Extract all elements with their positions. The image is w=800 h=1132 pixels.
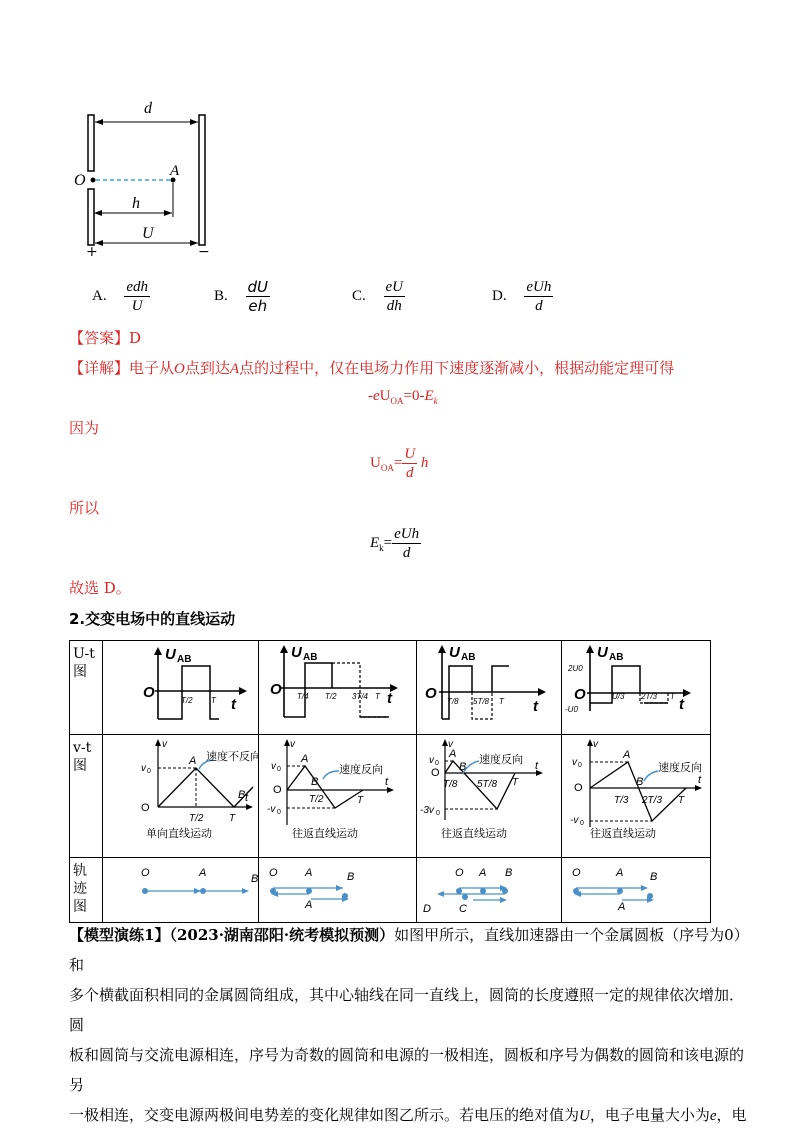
svg-text:A: A	[623, 749, 631, 761]
svg-text:t: t	[385, 776, 389, 788]
svg-text:B: B	[505, 867, 513, 879]
ut-graph-2	[259, 641, 416, 730]
svg-text:T: T	[678, 795, 685, 806]
svg-text:B: B	[238, 789, 246, 801]
svg-text:B: B	[636, 776, 644, 788]
svg-text:O: O	[270, 681, 282, 698]
svg-text:0: 0	[277, 809, 281, 816]
svg-text:A: A	[449, 748, 457, 760]
ut-cell-4	[562, 641, 711, 735]
svg-text:D: D	[423, 903, 431, 915]
svg-text:T/8: T/8	[443, 779, 458, 790]
svg-text:-v: -v	[267, 804, 276, 815]
svg-text:T: T	[229, 813, 236, 824]
svg-text:T: T	[375, 692, 380, 701]
svg-text:T/2: T/2	[325, 692, 337, 701]
svg-text:t: t	[245, 792, 249, 804]
svg-text:0: 0	[277, 766, 281, 773]
traj-cell-3	[417, 858, 562, 923]
svg-text:0: 0	[435, 760, 439, 767]
label-U: U	[142, 225, 154, 242]
svg-text:0: 0	[147, 768, 151, 775]
svg-text:速度反向: 速度反向	[658, 762, 702, 774]
traj-cell-2	[259, 858, 417, 923]
svg-text:T/3: T/3	[614, 795, 629, 806]
svg-text:t: t	[698, 774, 702, 786]
svg-text:t: t	[679, 696, 684, 713]
svg-text:v: v	[162, 739, 167, 750]
label-plus: +	[86, 244, 98, 260]
option-a[interactable]: A. $\frac{\text{edh}}{U}$	[92, 279, 149, 314]
svg-text:T: T	[512, 777, 519, 788]
svg-text:v: v	[593, 739, 598, 750]
ut-cell-1	[103, 641, 259, 735]
label-minus: −	[198, 244, 210, 260]
svg-text:2T/3: 2T/3	[642, 795, 663, 806]
label-A: A	[170, 163, 180, 179]
traj-cell-1	[103, 858, 259, 923]
vt-cell-4	[562, 735, 711, 858]
svg-text:O: O	[273, 784, 282, 796]
svg-text:O: O	[574, 782, 583, 794]
svg-text:AB: AB	[177, 654, 192, 665]
section-title: 2.交变电场中的直线运动	[69, 610, 236, 628]
svg-text:A: A	[301, 753, 309, 765]
svg-text:T/8: T/8	[447, 697, 459, 706]
equation-3: $E_k=$ $\frac{\text{eUh}}{d}$	[370, 526, 420, 561]
svg-text:B: B	[347, 871, 355, 883]
row-label-ut: U-t 图	[70, 641, 103, 735]
option-b[interactable]: B. $\frac{dU}{eh}$	[214, 278, 269, 315]
conclusion-text: 故选 D。	[69, 579, 131, 597]
traj-graph-3	[417, 858, 561, 918]
svg-text:T/2: T/2	[309, 794, 324, 805]
vt-cell-1	[103, 735, 259, 858]
equation-2: $U_{OA}=$ $\frac{U}{d}$ h	[370, 446, 429, 481]
ut-extra-2u0: 2U0	[568, 664, 583, 673]
traj-graph-1	[103, 858, 258, 918]
vt-graph-3	[417, 735, 561, 853]
svg-text:0: 0	[436, 810, 440, 817]
svg-text:T: T	[670, 692, 675, 701]
svg-text:T/2: T/2	[181, 696, 193, 705]
svg-text:t: t	[533, 698, 538, 715]
svg-text:0: 0	[578, 762, 582, 769]
ut-graph-4	[562, 641, 710, 730]
equation-1: $-eU_{OA}=0-E_k$	[368, 388, 438, 406]
option-c[interactable]: C. $\frac{eU}{dh}$	[352, 279, 404, 314]
svg-text:T: T	[211, 696, 216, 705]
ut-graph-3	[417, 641, 561, 730]
svg-text:5T/8: 5T/8	[473, 697, 490, 706]
svg-text:O: O	[425, 685, 437, 702]
svg-text:O: O	[143, 684, 155, 701]
svg-text:v: v	[448, 739, 453, 750]
svg-text:v: v	[572, 757, 577, 768]
row-label-vt: v-t 图	[70, 735, 103, 858]
left-plate-bottom	[88, 189, 94, 245]
svg-text:U: U	[597, 644, 608, 661]
label-h: h	[132, 195, 140, 212]
svg-text:速度反向: 速度反向	[339, 764, 383, 776]
option-d[interactable]: D. $\frac{\text{eUh}}{d}$	[492, 279, 552, 314]
svg-text:速度反向: 速度反向	[479, 754, 523, 766]
detail-line: 【详解】电子从O点到达A点的过程中，仅在电场力作用下速度逐渐减小，根据动能定理可得	[69, 359, 675, 377]
svg-text:AB: AB	[609, 652, 624, 663]
svg-text:3T/4: 3T/4	[352, 692, 369, 701]
traj-graph-4	[562, 858, 710, 918]
svg-text:v: v	[141, 763, 146, 774]
ut-cell-2	[259, 641, 417, 735]
svg-text:O: O	[141, 867, 150, 879]
svg-text:往返直线运动: 往返直线运动	[441, 828, 507, 840]
so-text: 所以	[69, 499, 100, 517]
svg-text:往返直线运动: 往返直线运动	[292, 828, 358, 840]
exercise-paragraph: 【模型演练1】（2023·湖南邵阳·统考模拟预测）如图甲所示，直线加速器由一个金属圆板（序号为0）和 多个横截面积相同的金属圆筒组成，其中心轴线在同一直线上，圆筒的长度遵照一定的规律依次增加．圆 板和圆筒与交流电源相连，序号为奇数的圆筒和电源的一极相连，圆板和序号为偶数的圆筒和该电源的另 一极相连，交变电源两极间电势差的变化规律如图乙所示。若电压的绝对值为U，电子电量大小为e，电	[69, 926, 749, 1124]
svg-text:单向直线运动: 单向直线运动	[146, 828, 212, 840]
svg-text:t: t	[535, 760, 539, 772]
svg-text:O: O	[269, 867, 278, 879]
svg-text:A: A	[189, 755, 197, 767]
svg-text:B: B	[251, 873, 258, 885]
answer-line: 【答案】D	[69, 329, 142, 347]
left-plate-top	[88, 115, 94, 171]
row-label-traj: 轨 迹 图	[70, 858, 103, 923]
svg-text:A: A	[199, 867, 207, 879]
svg-text:速度不反向: 速度不反向	[206, 751, 258, 763]
traj-cell-4	[562, 858, 711, 923]
svg-text:U: U	[449, 644, 460, 661]
svg-text:5T/8: 5T/8	[477, 779, 498, 790]
right-plate	[199, 115, 205, 245]
vt-cell-2	[259, 735, 417, 858]
svg-text:-3v: -3v	[420, 805, 434, 816]
svg-text:O: O	[572, 867, 581, 879]
ut-extra-neg-u0: -U0	[565, 705, 578, 714]
svg-text:-v: -v	[570, 815, 579, 826]
svg-text:O: O	[455, 867, 464, 879]
svg-text:O: O	[574, 686, 586, 703]
motion-table	[69, 640, 711, 923]
svg-text:U/3: U/3	[612, 692, 625, 701]
svg-text:O: O	[431, 767, 440, 779]
svg-text:U: U	[165, 646, 176, 663]
label-d: d	[144, 100, 152, 117]
svg-text:AB: AB	[461, 652, 476, 663]
svg-text:T/2: T/2	[189, 813, 204, 824]
svg-text:A: A	[305, 899, 313, 911]
traj-graph-2	[259, 858, 416, 918]
svg-text:B: B	[311, 776, 319, 788]
vt-graph-1	[103, 735, 258, 853]
vt-cell-3	[417, 735, 562, 858]
svg-text:A: A	[618, 901, 626, 913]
svg-text:T/4: T/4	[297, 692, 309, 701]
label-O: O	[74, 172, 86, 189]
svg-text:B: B	[459, 761, 467, 773]
svg-text:t: t	[231, 696, 236, 713]
svg-text:O: O	[141, 802, 150, 814]
svg-text:0: 0	[580, 820, 584, 827]
vt-graph-4	[562, 735, 710, 853]
svg-text:C: C	[459, 903, 467, 915]
svg-text:T: T	[499, 697, 504, 706]
svg-text:往返直线运动: 往返直线运动	[590, 828, 656, 840]
svg-text:T: T	[357, 795, 364, 806]
because-text: 因为	[69, 419, 100, 437]
svg-text:v: v	[271, 761, 276, 772]
svg-text:U: U	[291, 644, 302, 661]
svg-text:A: A	[616, 867, 624, 879]
vt-graph-2	[259, 735, 416, 853]
svg-text:A: A	[305, 867, 313, 879]
ut-graph-1	[103, 641, 258, 730]
svg-text:A: A	[479, 867, 487, 879]
svg-text:v: v	[429, 755, 434, 766]
svg-text:v: v	[290, 739, 295, 750]
svg-text:B: B	[650, 871, 658, 883]
svg-text:AB: AB	[303, 652, 318, 663]
ut-cell-3	[417, 641, 562, 735]
svg-text:2T/3: 2T/3	[641, 692, 658, 701]
svg-text:t: t	[387, 690, 392, 707]
